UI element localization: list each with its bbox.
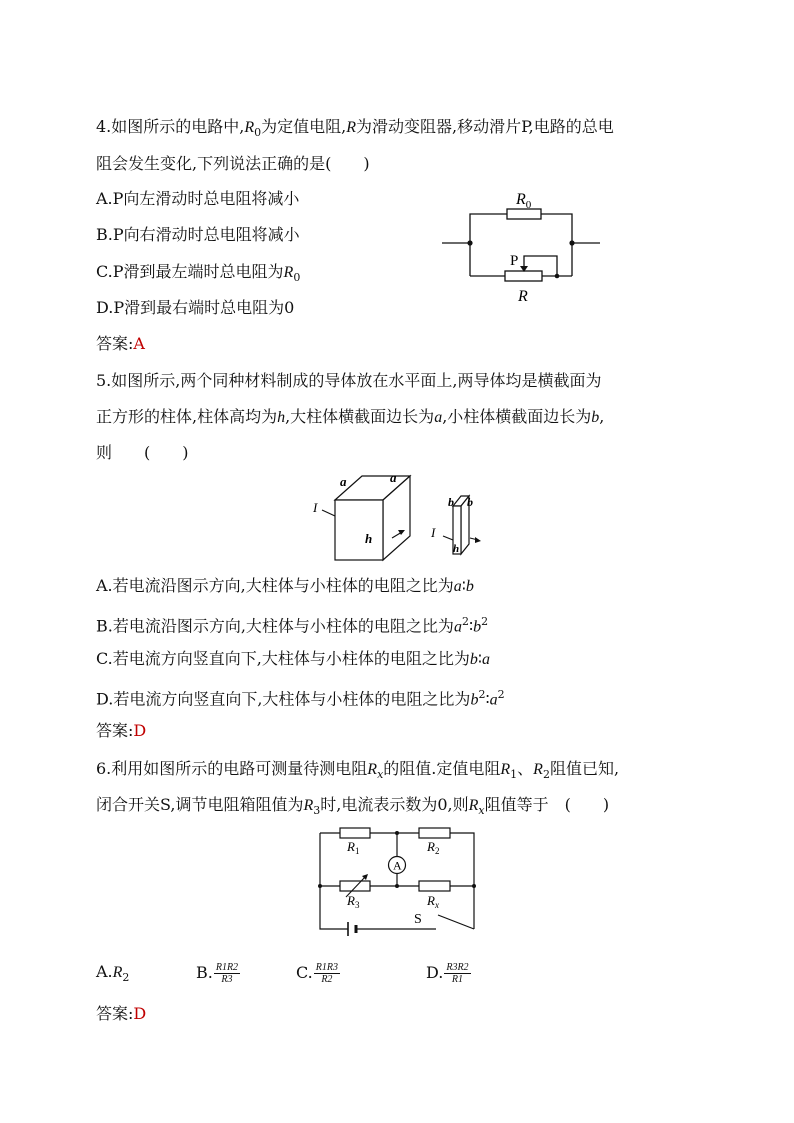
small-arrow-icon [475, 537, 481, 543]
q6-stem-line1: 6.利用如图所示的电路可测量待测电阻$R_x$的阻值.定值电阻$R_1$、$R_2$阻值已知, [96, 759, 620, 782]
label-p: P [510, 253, 519, 269]
label-a-2: a [390, 470, 397, 485]
ammeter-label: A [393, 858, 402, 873]
label-r1: $R_1$ [347, 839, 360, 856]
q6-option-b: B. $\frac{R1R2}{R3}$ [196, 962, 239, 985]
q6-option-a: $A.R_2$ [96, 962, 130, 985]
resistor-r0 [507, 209, 541, 219]
label-b-2: b [467, 495, 473, 509]
junction-right [472, 884, 476, 888]
q5-stem-line3: 则 ( ) [96, 443, 189, 462]
junction-bottom [555, 274, 560, 279]
q5-option-d: D.若电流方向竖直向下,大柱体与小柱体的电阻之比为$b^2∶a^2$ [96, 688, 505, 709]
q4-answer: 答案:A [96, 334, 145, 353]
label-r2: $R_2$ [427, 839, 440, 856]
q6-option-b-fraction: $\frac{R1R2}{R3}$ [215, 962, 239, 985]
q6-option-d-fraction: $\frac{R3R2}{R1}$ [446, 962, 469, 985]
q6-bridge-circuit [310, 823, 485, 945]
label-r0: $R_0$ [516, 191, 532, 211]
q6-option-d: D. $\frac{R3R2}{R1}$ [426, 962, 469, 985]
junction-mid [395, 884, 399, 888]
q4-option-b: B.P向右滑动时总电阻将减小 [96, 225, 300, 244]
junction-left [467, 240, 472, 245]
big-current-lead [322, 510, 335, 516]
q6-stem-line2: 闭合开关S,调节电阻箱阻值为$R_3$时,电流表示数为0,则$R_x$阻值等于 ( ) [96, 795, 610, 818]
q4-option-d: D.P滑到最右端时总电阻为0 [96, 298, 295, 317]
switch-lever [438, 915, 474, 929]
q6-answer: 答案:D [96, 1004, 147, 1023]
label-i-big: I [313, 500, 318, 515]
q5-stem-line2: 正方形的柱体,柱体高均为h,大柱体横截面边长为a,小柱体横截面边长为b, [96, 407, 605, 426]
q4-option-a: A.P向左滑动时总电阻将减小 [96, 189, 300, 208]
q4-circuit-diagram [440, 186, 610, 306]
q4-stem-line2: 阻会发生变化,下列说法正确的是( ) [96, 154, 370, 173]
q5-option-c: C.若电流方向竖直向下,大柱体与小柱体的电阻之比为b∶a [96, 649, 491, 668]
rheostat-r [505, 271, 542, 281]
junction-top [395, 831, 399, 835]
label-r3: $R_3$ [347, 893, 360, 910]
q6-option-c-fraction: $\frac{R1R3}{R2}$ [315, 962, 338, 985]
big-cube-front [335, 500, 383, 560]
q5-option-b: B.若电流沿图示方向,大柱体与小柱体的电阻之比为$a^2∶b^2$ [96, 615, 489, 636]
label-switch: S [414, 912, 422, 927]
q4-option-c: C.P滑到最左端时总电阻为$R_0$ [96, 262, 301, 285]
q5-answer: 答案:D [96, 721, 147, 740]
q5-option-a: A.若电流沿图示方向,大柱体与小柱体的电阻之比为a∶b [96, 576, 474, 595]
q5-stem-line1: 5.如图所示,两个同种材料制成的导体放在水平面上,两导体均是横截面为 [96, 371, 602, 390]
label-b-1: b [448, 495, 454, 509]
label-a-1: a [340, 474, 347, 489]
q4-stem-line1: 4.如图所示的电路中$,R_0$为定值电阻,R为滑动变阻器,移动滑片P,电路的总电 [96, 117, 614, 140]
label-h-small: h [453, 543, 460, 555]
q6-option-c: C. $\frac{R1R3}{R2}$ [296, 962, 338, 985]
junction-left [318, 884, 322, 888]
q5-prisms-figure [310, 468, 500, 568]
resistor-box-r3 [340, 881, 370, 891]
label-i-small: I [431, 525, 436, 540]
resistor-r2 [419, 828, 450, 838]
label-r: R [518, 288, 528, 305]
resistor-r1 [340, 828, 370, 838]
label-h-big: h [365, 531, 373, 546]
small-current-lead [443, 536, 453, 540]
resistor-rx [419, 881, 450, 891]
label-rx: $R_x$ [427, 893, 439, 910]
junction-right [569, 240, 574, 245]
